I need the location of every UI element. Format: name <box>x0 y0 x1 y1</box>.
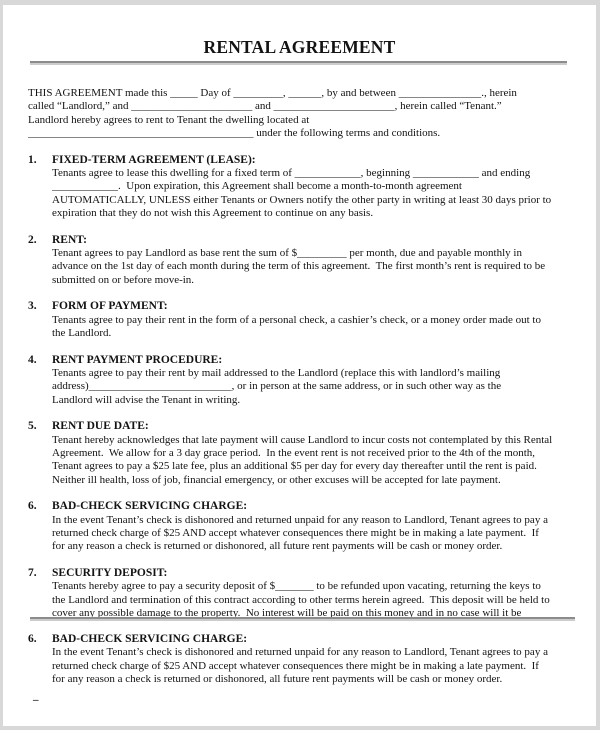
intro-paragraph <box>28 87 596 141</box>
section-heading: RENT DUE DATE: <box>52 420 149 433</box>
section-content <box>52 300 596 340</box>
text-line: for any reason a check is returned or dishonored, all future rent payments will be cash or money order. <box>52 673 503 686</box>
section-heading: RENT PAYMENT PROCEDURE: <box>52 353 223 366</box>
section-body <box>52 580 596 607</box>
text-line: Tenants agree to pay their rent in the form of a personal check, a cashier’s check, or a money order made out to <box>52 313 541 326</box>
section-content <box>52 154 596 221</box>
text-line: In the event Tenant’s check is dishonored and returned unpaid for any reason to Landlord, Tenant agrees to pay a <box>52 513 548 526</box>
section-number: 3. <box>28 300 37 313</box>
text-line: address)__________________________, or in person at the same address, or in such other way as the <box>52 380 502 393</box>
text-line: Tenants agree to lease this dwelling for a fixed term of ____________, beginning ____________ and ending <box>52 167 531 180</box>
section-content <box>52 500 596 554</box>
section-security-deposit <box>28 567 596 617</box>
section-body <box>52 314 596 341</box>
section-form-of-payment <box>28 300 596 340</box>
text-line: Tenants hereby agree to pay a security deposit of $_______ to be refunded upon vacating, returning the keys to <box>52 580 541 593</box>
section-heading: FORM OF PAYMENT: <box>52 300 168 313</box>
section-content <box>52 420 596 487</box>
sections-list <box>28 154 596 617</box>
section-body <box>52 247 596 287</box>
section-number: 6. <box>28 500 37 513</box>
text-line: In the event Tenant’s check is dishonored and returned unpaid for any reason to Landlord, Tenant agrees to pay a <box>52 646 548 659</box>
text-line: returned check charge of $25 AND accept whatever consequences there might be in making a late payment. If <box>52 659 539 672</box>
section-heading: BAD-CHECK SERVICING CHARGE: <box>52 633 248 645</box>
section-content <box>52 234 596 288</box>
clipped-text-line: cover any possible damage to the property. No interest will be paid on this money and in no case will it be <box>52 607 522 617</box>
text-line: AUTOMATICALLY, UNLESS either Tenants or Owners notify the other party in writing at least 30 days prior to <box>52 193 552 206</box>
next-page-sections <box>28 633 596 687</box>
section-content <box>52 354 596 408</box>
text-line: Agreement. We allow for a 3 day grace period. In the event rent is not received prior to the 4th of the month, <box>52 446 536 459</box>
section-number: 5. <box>28 420 37 433</box>
section-rent-payment-procedure <box>28 354 596 408</box>
text-line: Neither ill health, loss of job, financial emergency, or other excuses will be accepted for late payment. <box>52 473 501 486</box>
section-bad-check-servicing-charge <box>28 500 596 554</box>
text-line: Tenant agrees to pay Landlord as base rent the sum of $_________ per month, due and payable monthly in <box>52 247 522 260</box>
section-bad-check-servicing-charge-repeat <box>28 633 596 687</box>
section-content <box>52 633 596 687</box>
section-heading: FIXED-TERM AGREEMENT (LEASE): <box>52 153 256 166</box>
section-number: 1. <box>28 153 37 166</box>
text-line: advance on the 1st day of each month during the term of this agreement. The first month’s rent is required to be <box>52 260 546 273</box>
section-number: 6. <box>28 633 37 645</box>
section-content <box>52 567 596 617</box>
section-number: 2. <box>28 233 37 246</box>
page-break-rule <box>30 617 575 619</box>
title-underline-rule <box>30 61 567 63</box>
text-line: the Landlord. <box>52 327 112 340</box>
section-heading: BAD-CHECK SERVICING CHARGE: <box>52 500 248 513</box>
document-page <box>3 5 596 726</box>
text-line: Tenant hereby acknowledges that late payment will cause Landlord to incur costs not contemplated by this Rental <box>52 433 553 446</box>
text-line: for any reason a check is returned or dishonored, all future rent payments will be cash or money order. <box>52 540 503 553</box>
text-line: THIS AGREEMENT made this _____ Day of _________, ______, by and between _______________., herein <box>28 87 517 99</box>
text-line: expiration that they do not wish this Agreement to continue on any basis. <box>52 207 374 220</box>
text-line: Tenant agrees to pay a $25 late fee, plus an additional $5 per day for every day thereafter until the rent is paid. <box>52 460 537 473</box>
section-body <box>52 434 596 488</box>
section-rent <box>28 234 596 288</box>
text-line: the Landlord and termination of this contract according to other terms herein agreed. This deposit will be held to <box>52 593 550 606</box>
text-line: Landlord hereby agrees to rent to Tenant the dwelling located at <box>28 113 310 126</box>
text-line: called “Landlord,” and ______________________ and ______________________, herein called “Tenant.” <box>28 100 502 113</box>
text-line: returned check charge of $25 AND accept whatever consequences there might be in making a late payment. If <box>52 526 539 539</box>
section-body <box>52 167 596 221</box>
text-line: Tenants agree to pay their rent by mail addressed to the Landlord (replace this with landlord’s mailing <box>52 366 501 379</box>
text-line: Landlord will advise the Tenant in writing. <box>52 393 241 406</box>
section-body <box>52 646 596 686</box>
section-body <box>52 514 596 554</box>
text-line: ____________. Upon expiration, this Agreement shall become a month-to-month agreement <box>52 180 462 193</box>
document-title: RENTAL AGREEMENT <box>203 37 396 57</box>
section-heading: RENT: <box>52 233 87 246</box>
footer-dash-mark: – <box>33 693 39 706</box>
section-rent-due-date <box>28 420 596 487</box>
section-fixed-term-agreement <box>28 154 596 221</box>
section-number: 4. <box>28 353 37 366</box>
section-number: 7. <box>28 566 37 579</box>
section-body <box>52 367 596 407</box>
text-line: _________________________________________ under the following terms and conditions. <box>28 127 441 140</box>
section-heading: SECURITY DEPOSIT: <box>52 566 168 579</box>
text-line: submitted on or before move-in. <box>52 273 195 286</box>
